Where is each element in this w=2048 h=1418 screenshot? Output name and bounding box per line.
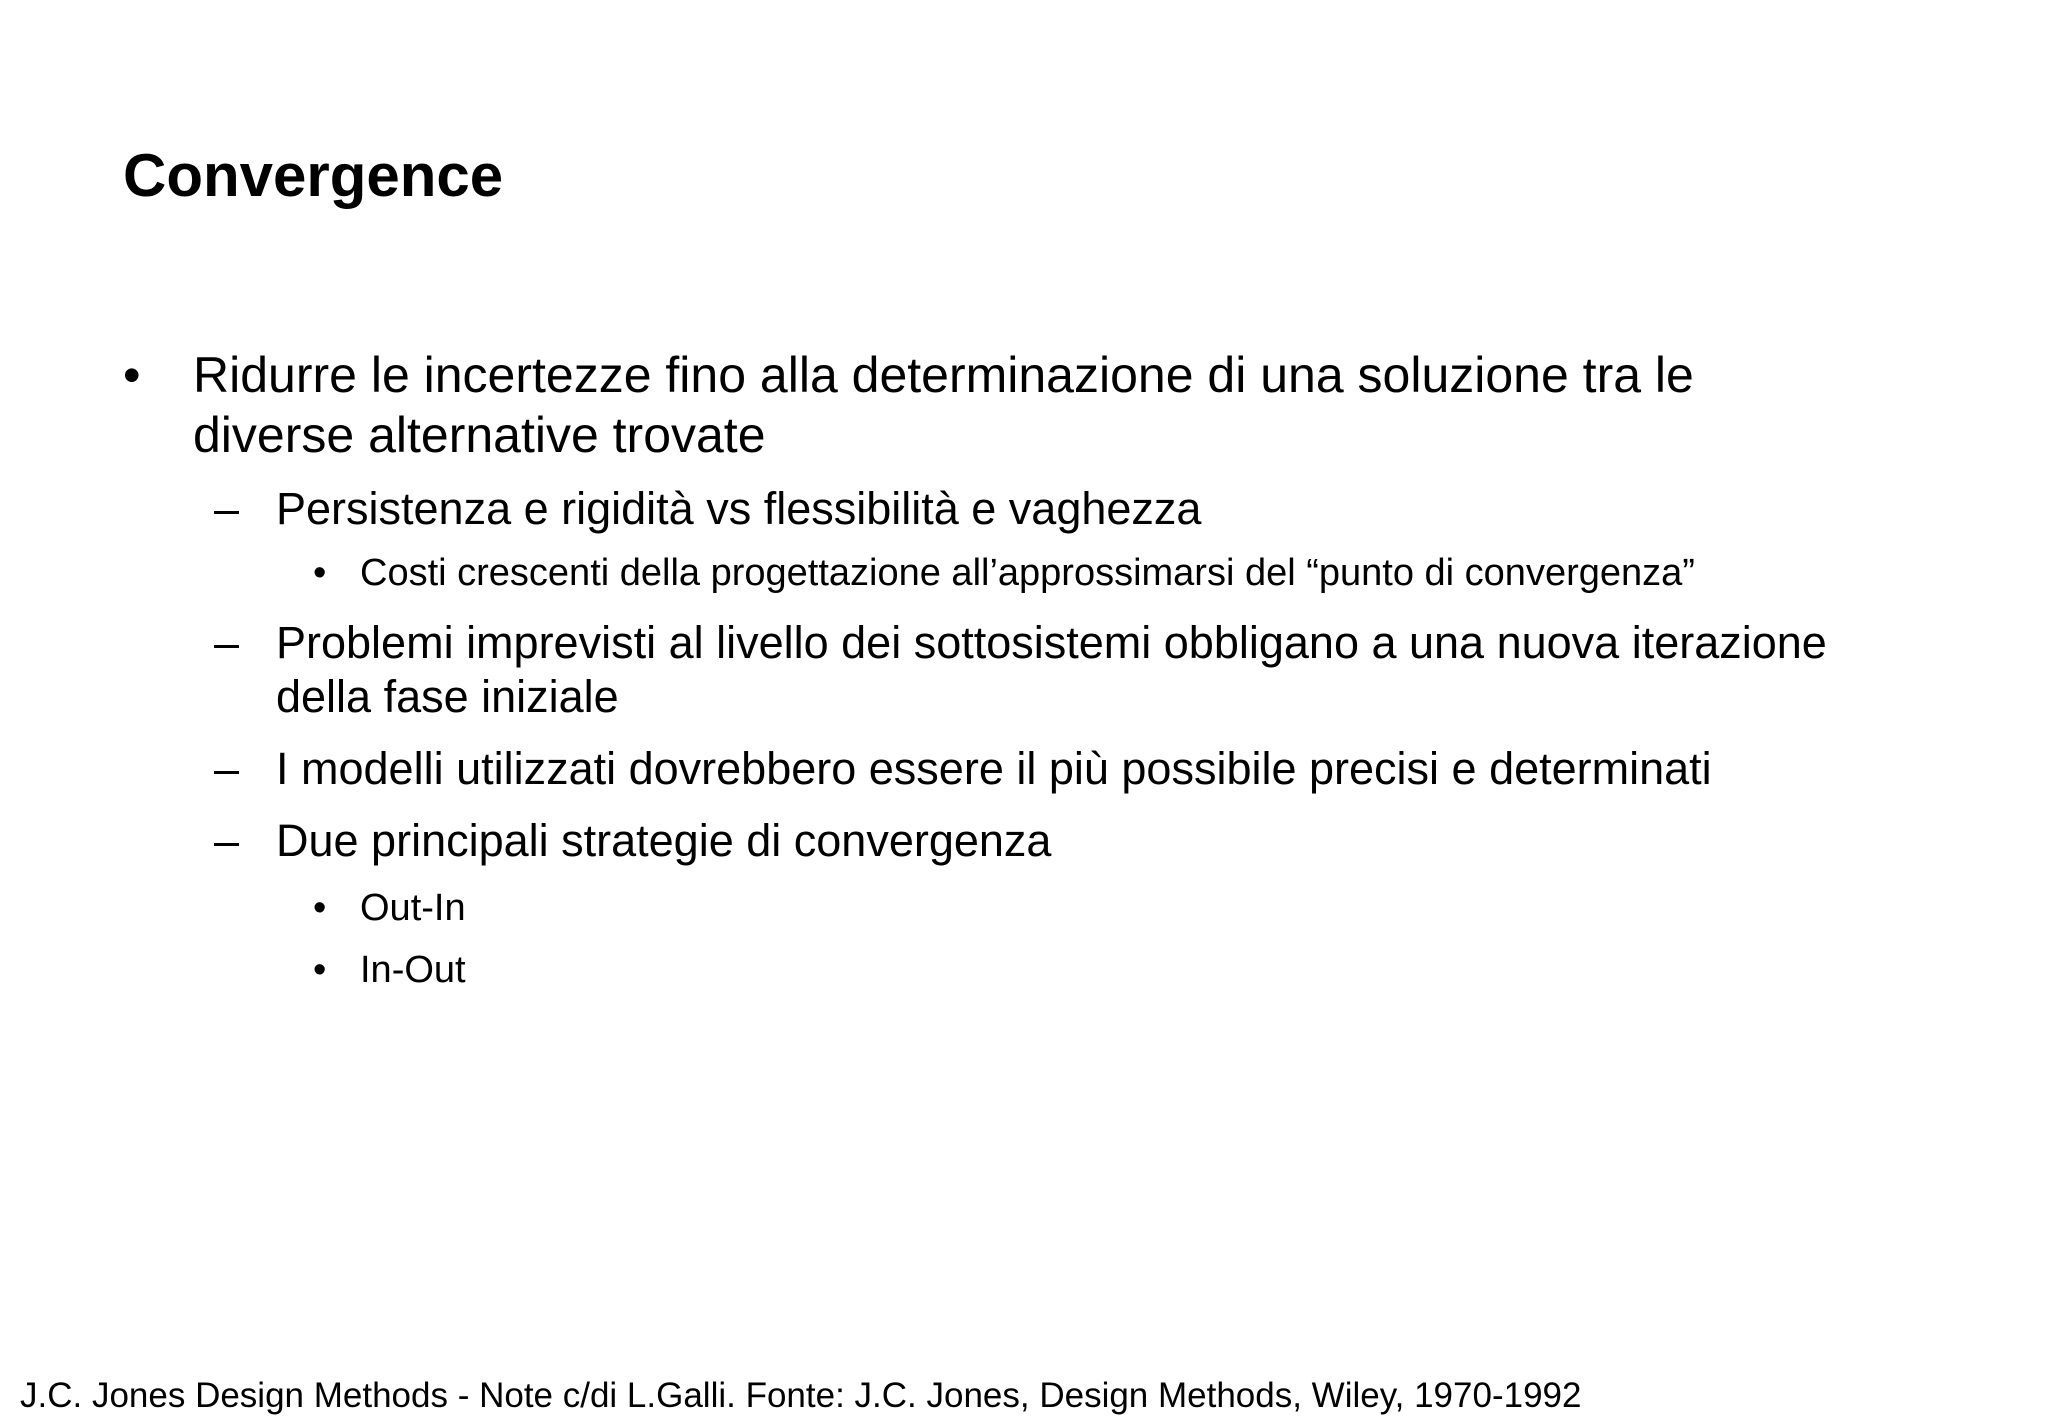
bullet-marker: • [123, 347, 141, 403]
bullet-text-line: Problemi imprevisti al livello dei sottosistemi obbligano a una nuova iterazione [276, 617, 1827, 668]
slide-footer: J.C. Jones Design Methods - Note c/di L.Galli. Fonte: J.C. Jones, Design Methods, Wiley, 1970-1992 [20, 1376, 1582, 1415]
bullet-item-level2 [214, 482, 1202, 536]
bullet-item-level2 [214, 742, 1712, 796]
bullet-item-level1 [123, 345, 1694, 465]
bullet-item-level3 [313, 885, 466, 931]
bullet-text-line: Out-In [360, 887, 466, 929]
bullet-text-line: Persistenza e rigidità vs flessibilità e vaghezza [276, 483, 1202, 534]
dash-marker: – [214, 483, 240, 534]
bullet-marker: • [313, 949, 327, 991]
bullet-text-line: Due principali strategie di convergenza [276, 815, 1052, 866]
bullet-text-line: Ridurre le incertezze fino alla determinazione di una soluzione tra le [193, 347, 1694, 403]
dash-marker: – [214, 815, 240, 866]
bullet-text-line: In-Out [360, 949, 466, 991]
slide-title: Convergence [123, 142, 504, 209]
bullet-item-level3 [313, 947, 466, 993]
bullet-item-level3 [313, 550, 1695, 596]
dash-marker: – [214, 617, 240, 668]
bullet-marker: • [313, 552, 327, 594]
bullet-item-level2 [214, 814, 1052, 868]
bullet-text-line: della fase iniziale [276, 671, 619, 722]
dash-marker: – [214, 743, 240, 794]
bullet-marker: • [313, 887, 327, 929]
bullet-text-line: diverse alternative trovate [193, 407, 766, 463]
bullet-text-line: I modelli utilizzati dovrebbero essere il più possibile precisi e determinati [276, 743, 1712, 794]
bullet-text-line: Costi crescenti della progettazione all’approssimarsi del “punto di convergenza” [360, 552, 1695, 594]
bullet-item-level2 [214, 616, 1827, 724]
